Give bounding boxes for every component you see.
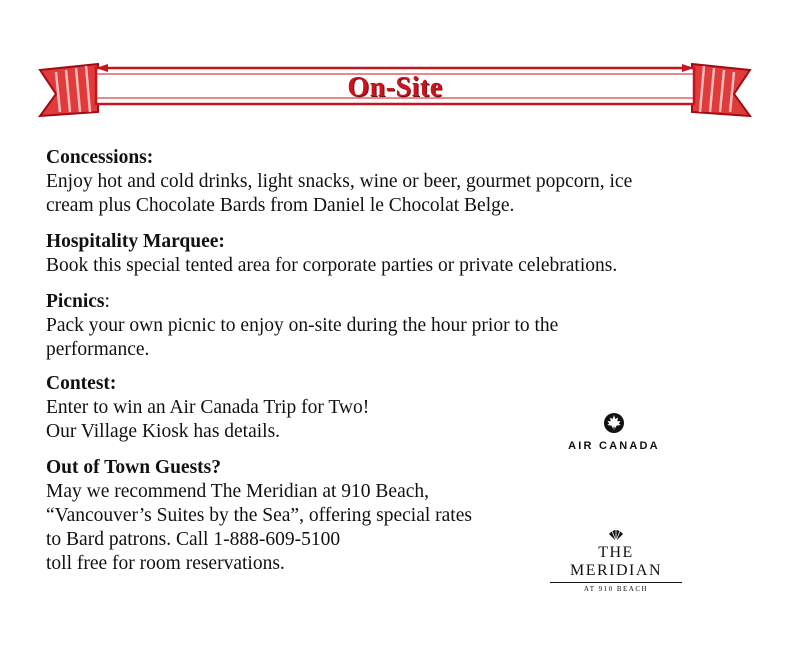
shell-icon [608, 528, 624, 542]
air-canada-logo [556, 412, 672, 452]
section-heading: Hospitality Marquee: [46, 231, 225, 252]
page-title: On-Site [347, 72, 443, 103]
section-heading: Out of Town Guests? [46, 457, 222, 478]
section-heading: Concessions: [46, 147, 154, 168]
info-content [46, 146, 746, 588]
section-heading-label: Picnics [46, 291, 105, 312]
section-concessions [46, 146, 746, 218]
section-text: Our Village Kiosk has details. [46, 421, 281, 442]
section-picnics [46, 290, 746, 362]
air-canada-wordmark: AIR CANADA [568, 440, 660, 452]
section-text: Enter to win an Air Canada Trip for Two! [46, 397, 370, 418]
section-hospitality-marquee [46, 230, 746, 278]
meridian-subtitle: AT 910 BEACH [583, 585, 649, 593]
section-text: May we recommend The Meridian at 910 Beach, [46, 481, 430, 502]
section-heading-colon: : [104, 291, 110, 312]
section-heading [46, 290, 746, 314]
meridian-wordmark: THE MERIDIAN [550, 544, 682, 583]
section-text: to Bard patrons. Call 1-888-609-5100 [46, 529, 341, 550]
section-text: “Vancouver’s Suites by the Sea”, offering special rates [46, 505, 472, 526]
section-text: Book this special tented area for corporate parties or private celebrations. [46, 255, 618, 276]
maple-leaf-icon [603, 412, 625, 434]
meridian-logo [550, 528, 682, 593]
section-text: cream plus Chocolate Bards from Daniel le Chocolat Belge. [46, 195, 515, 216]
section-text: Enjoy hot and cold drinks, light snacks, wine or beer, gourmet popcorn, ice [46, 171, 633, 192]
section-heading: Contest: [46, 373, 117, 394]
title-banner [36, 58, 754, 118]
section-text: Pack your own picnic to enjoy on-site during the hour prior to the [46, 315, 559, 336]
section-text: toll free for room reservations. [46, 553, 285, 574]
section-text: performance. [46, 339, 150, 360]
